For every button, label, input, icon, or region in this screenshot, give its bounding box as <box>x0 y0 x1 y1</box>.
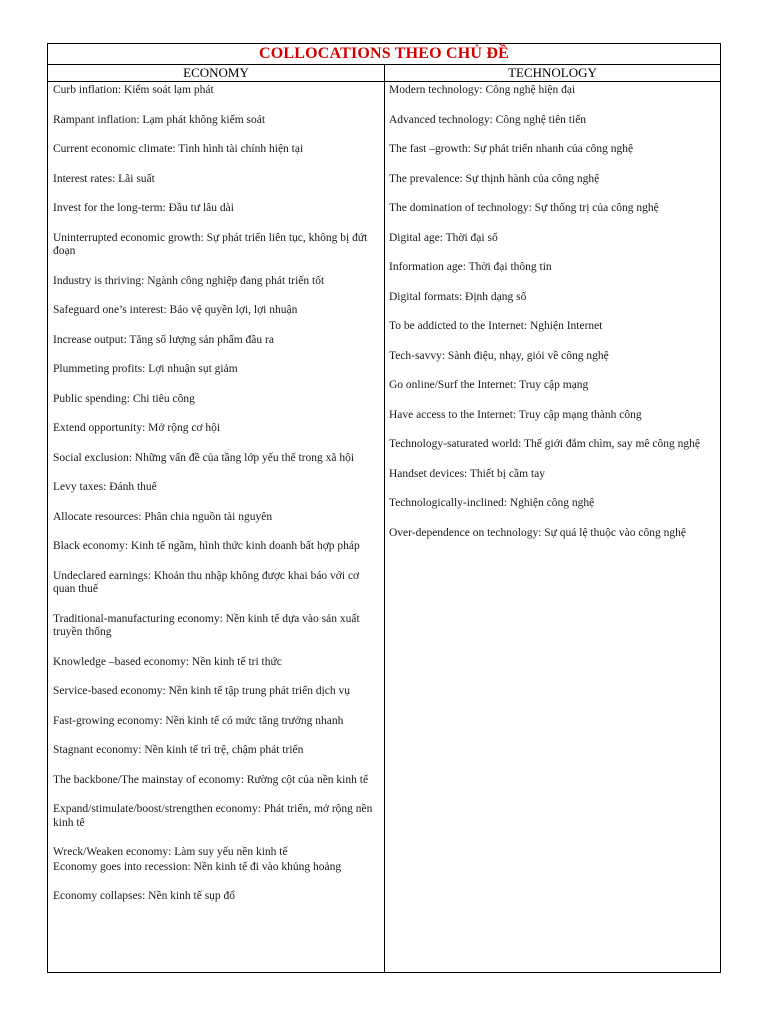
list-item: Traditional-manufacturing economy: Nền kinh tế dựa vào sản xuất truyền thống <box>53 612 360 638</box>
list-item: Digital age: Thời đại số <box>389 231 498 244</box>
list-item: Go online/Surf the Internet: Truy cập mạng <box>389 379 589 391</box>
list-item: Curb inflation: Kiểm soát lạm phát <box>53 84 214 96</box>
list-item: Economy goes into recession: Nền kinh tế đi vào khủng hoảng <box>53 860 342 873</box>
list-item: Invest for the long-term: Đầu tư lâu dài <box>53 202 234 214</box>
list-item: Over-dependence on technology: Sự quá lệ thuộc vào công nghệ <box>389 526 686 539</box>
list-item: The backbone/The mainstay of economy: Rường cột của nền kinh tế <box>53 773 369 786</box>
technology-column <box>385 82 720 972</box>
list-item: Increase output: Tăng số lượng sản phẩm đầu ra <box>53 333 274 346</box>
technology-header: TECHNOLOGY <box>508 65 597 80</box>
list-item: Modern technology: Công nghệ hiện đại <box>389 84 576 96</box>
list-item: Extend opportunity: Mở rộng cơ hội <box>53 422 221 434</box>
list-item: Have access to the Internet: Truy cập mạng thành công <box>389 408 642 421</box>
list-item: Levy taxes: Đánh thuế <box>53 481 157 493</box>
list-item: Rampant inflation: Lạm phát không kiểm soát <box>53 113 266 126</box>
list-item: Current economic climate: Tình hình tài chính hiện tại <box>53 143 304 155</box>
list-item: Industry is thriving: Ngành công nghiệp đang phát triển tốt <box>53 274 325 287</box>
list-item: Interest rates: Lãi suất <box>53 172 155 185</box>
list-item: Wreck/Weaken economy: Làm suy yếu nền kinh tế <box>53 846 288 858</box>
list-item: Safeguard one’s interest: Bảo vệ quyền lợi, lợi nhuận <box>53 304 298 316</box>
list-item: Technologically-inclined: Nghiện công nghệ <box>389 497 595 509</box>
list-item: Information age: Thời đại thông tin <box>389 261 552 273</box>
list-item: Social exclusion: Những vấn đề của tầng lớp yếu thế trong xã hội <box>53 451 355 464</box>
list-item: Service-based economy: Nền kinh tế tập trung phát triển dịch vụ <box>53 685 350 697</box>
list-item: Fast-growing economy: Nền kinh tế có mức tăng trưởng nhanh <box>53 714 344 727</box>
list-item: Public spending: Chi tiêu công <box>53 392 195 405</box>
column-header-row <box>48 65 720 82</box>
list-item: Knowledge –based economy: Nền kinh tế tri thức <box>53 655 282 668</box>
list-item: Technology-saturated world: Thế giới đắm chìm, say mê công nghệ <box>389 438 701 450</box>
list-item: Undeclared earnings: Khoản thu nhập không được khai báo với cơ quan thuế <box>53 569 360 595</box>
list-item: Black economy: Kinh tế ngầm, hình thức kinh doanh bất hợp pháp <box>53 540 360 552</box>
table-body <box>48 82 720 972</box>
list-item: Expand/stimulate/boost/strengthen economy: Phát triển, mở rộng nền kinh tế <box>53 803 373 829</box>
list-item: The domination of technology: Sự thống trị của công nghệ <box>389 202 659 214</box>
list-item: Handset devices: Thiết bị cầm tay <box>389 467 545 480</box>
list-item: The prevalence: Sự thịnh hành của công nghệ <box>389 172 600 185</box>
list-item: Stagnant economy: Nền kinh tế trì trệ, chậm phát triển <box>53 744 304 756</box>
list-item: Allocate resources: Phân chia nguồn tài nguyên <box>53 510 273 523</box>
list-item: Uninterrupted economic growth: Sự phát triển liên tục, không bị đứt đoạn <box>53 231 368 257</box>
economy-header: ECONOMY <box>48 65 385 81</box>
list-item: Plummeting profits: Lợi nhuận sụt giảm <box>53 363 238 375</box>
list-item: The fast –growth: Sự phát triển nhanh của công nghệ <box>389 143 634 155</box>
document-title: COLLOCATIONS THEO CHỦ ĐỀ <box>48 44 720 65</box>
list-item: Digital formats: Định dạng số <box>389 290 527 303</box>
list-item: To be addicted to the Internet: Nghiện Internet <box>389 320 603 332</box>
list-item: Tech-savvy: Sành điệu, nhạy, giỏi về công nghệ <box>389 349 609 362</box>
economy-column <box>48 82 385 972</box>
collocations-table <box>47 43 721 973</box>
list-item: Advanced technology: Công nghệ tiên tiến <box>389 113 587 126</box>
list-item: Economy collapses: Nền kinh tế sụp đổ <box>53 890 236 902</box>
